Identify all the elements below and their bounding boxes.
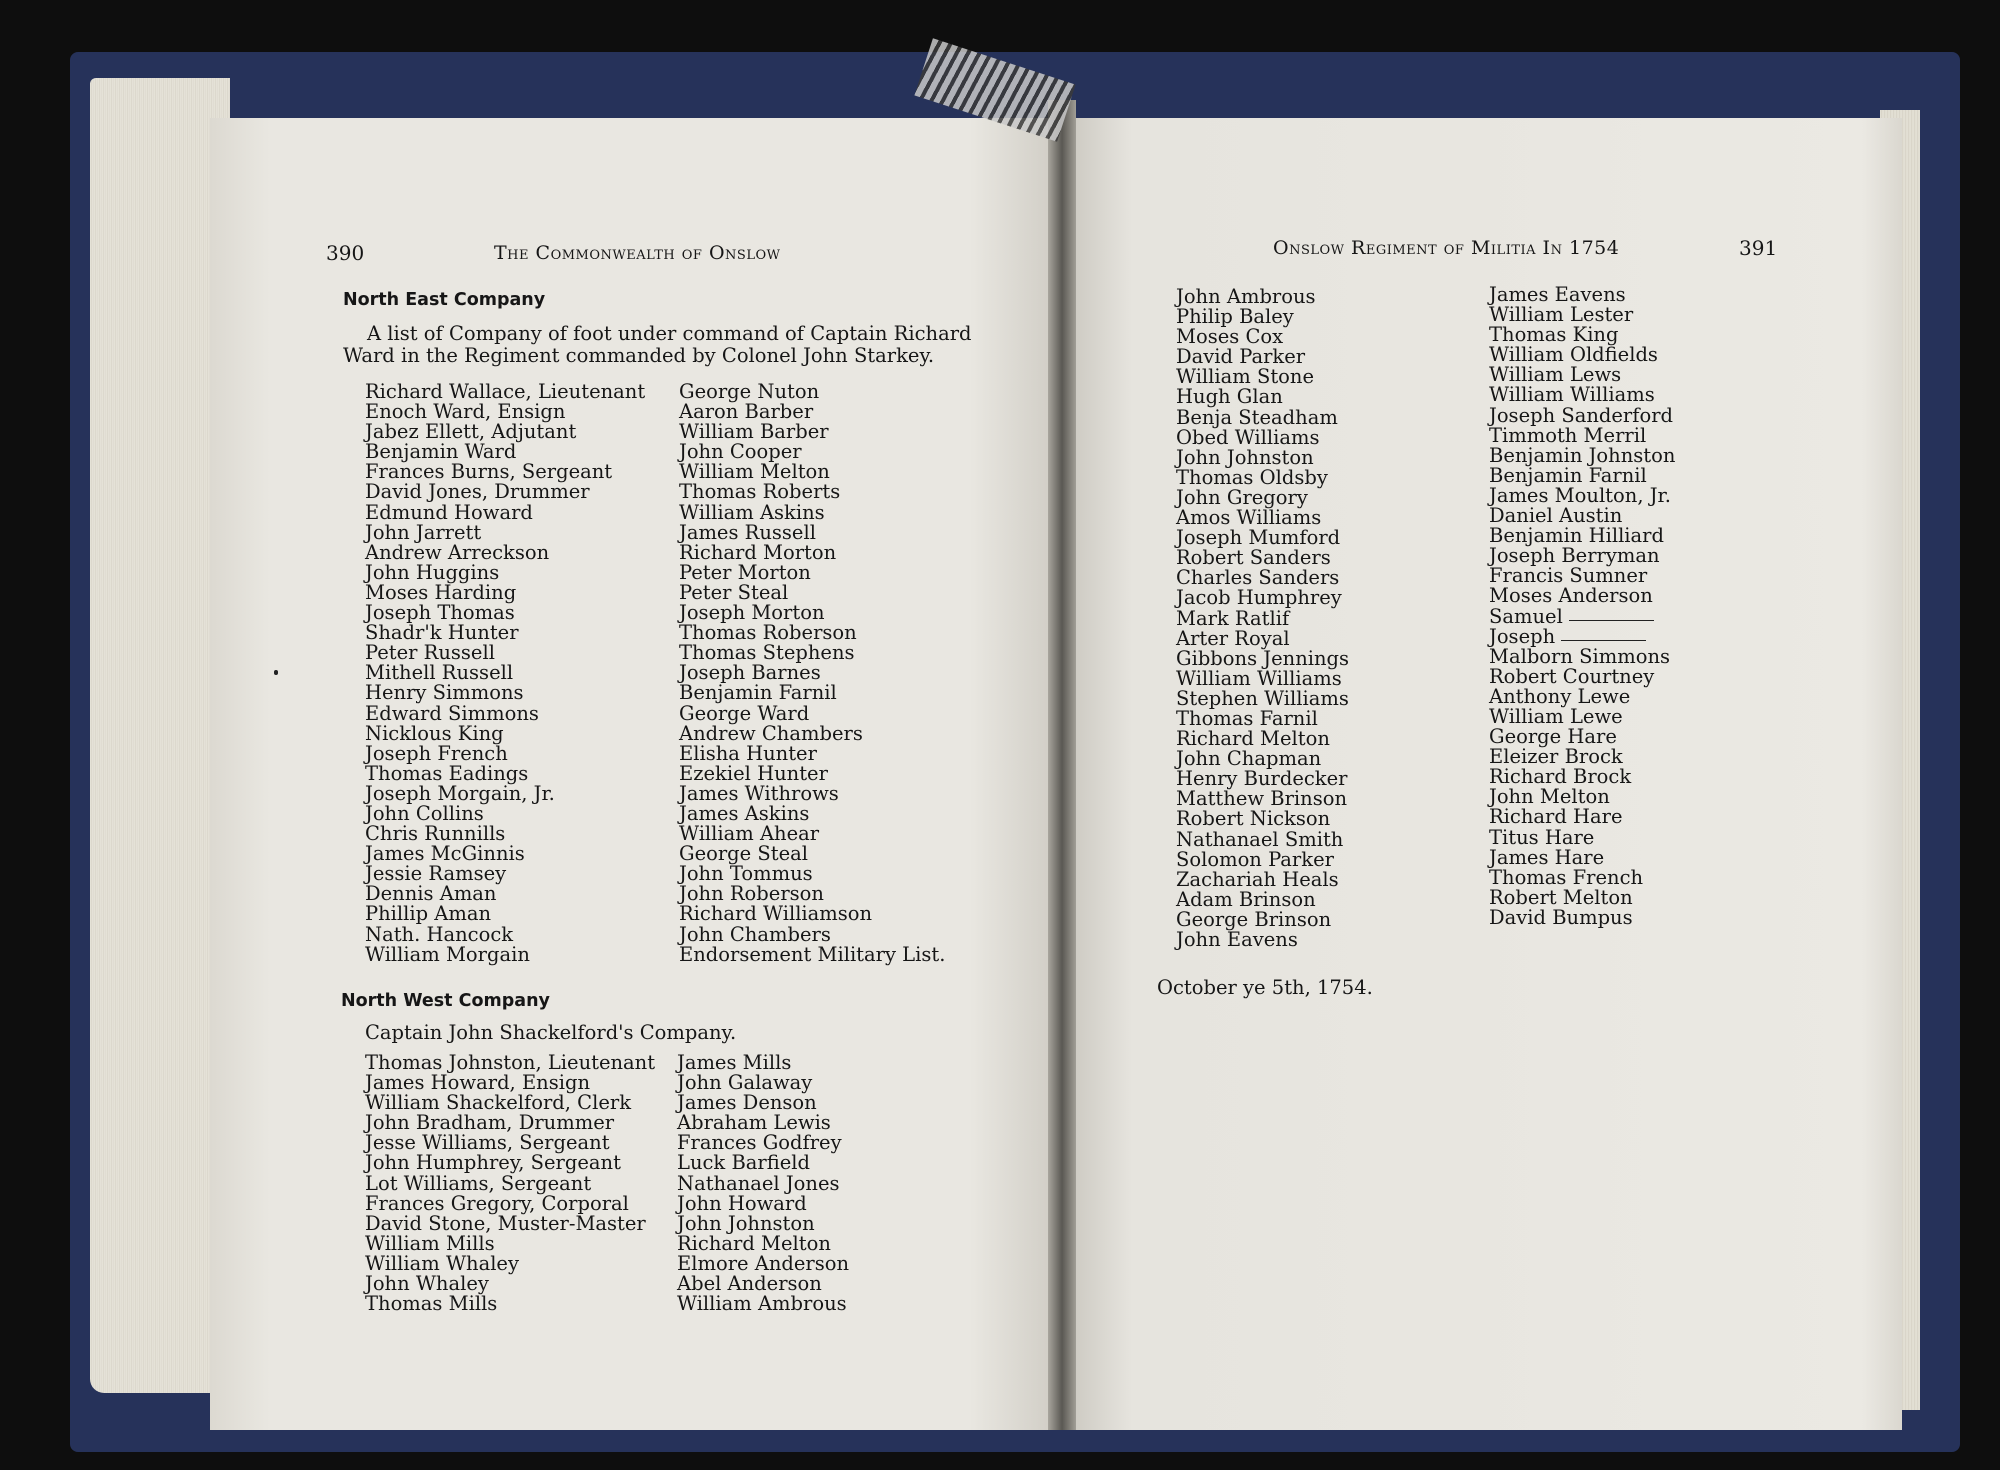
- roster-name: Richard Wallace, Lieutenant: [365, 380, 646, 403]
- roster-name: Andrew Chambers: [679, 721, 863, 745]
- book-gutter: [1048, 100, 1076, 1430]
- roster-name: Luck Barfield: [677, 1151, 810, 1175]
- roster-name: Matthew Brinson: [1176, 787, 1348, 811]
- roster-name: Joseph French: [365, 741, 508, 765]
- roster-name: Thomas Stephens: [679, 641, 855, 665]
- roster-name: Abraham Lewis: [677, 1111, 831, 1135]
- roster-name: Jesse Williams, Sergeant: [365, 1131, 610, 1155]
- roster-name: Titus Hare: [1489, 825, 1595, 849]
- north-west-column-1: [365, 1053, 655, 1314]
- roster-name: John Tommus: [679, 862, 813, 886]
- roster-name: Thomas Farnil: [1176, 706, 1318, 730]
- roster-name: George Steal: [679, 842, 808, 866]
- roster-name: Robert Melton: [1489, 885, 1633, 909]
- roster-name: James Eavens: [1489, 283, 1626, 306]
- roster-name: John Jarrett: [365, 520, 482, 544]
- blank-line: [1569, 620, 1654, 621]
- roster-name: Timmoth Merril: [1489, 423, 1647, 447]
- roster-name: Richard Melton: [1176, 727, 1330, 751]
- roster-name: Phillip Aman: [365, 902, 492, 926]
- north-east-intro-1: A list of Company of foot under command of Captain Richard: [367, 322, 972, 345]
- roster-name: Benjamin Hilliard: [1489, 524, 1664, 548]
- roster-name: Peter Morton: [679, 560, 811, 584]
- roster-name: William Ahear: [679, 822, 820, 846]
- roster-name: Benjamin Farnil: [679, 681, 837, 705]
- roster-name: Solomon Parker: [1176, 847, 1334, 871]
- roster-name: William Lews: [1489, 363, 1622, 387]
- roster-name: Hugh Glan: [1176, 385, 1283, 409]
- roster-name: James Moulton, Jr.: [1489, 483, 1671, 507]
- roster-name: Robert Nickson: [1176, 807, 1331, 831]
- left-running-head: The Commonwealth of Onslow: [494, 242, 781, 264]
- roster-name: Aaron Barber: [679, 400, 814, 424]
- roster-name: John Johnston: [1176, 445, 1314, 469]
- roster-name: David Bumpus: [1489, 905, 1633, 929]
- roster-name: Peter Steal: [679, 580, 789, 604]
- roster-name: Daniel Austin: [1489, 504, 1623, 528]
- roster-name: Thomas King: [1489, 323, 1619, 347]
- roster-name: Ezekiel Hunter: [679, 761, 828, 785]
- roster-name: Edward Simmons: [365, 701, 539, 725]
- roster-name: Joseph Morton: [679, 601, 825, 625]
- roster-name: William Stone: [1176, 365, 1314, 389]
- roster-name: William Melton: [679, 460, 830, 484]
- roster-name: Elisha Hunter: [679, 741, 817, 765]
- page-edges-left: [90, 78, 230, 1393]
- north-east-intro-2: Ward in the Regiment commanded by Colonel John Starkey.: [343, 344, 935, 367]
- roster-name: John Eavens: [1176, 928, 1298, 951]
- roster-name: David Stone, Muster-Master: [365, 1211, 646, 1235]
- right-column-2: [1489, 285, 1675, 928]
- roster-name: Arter Royal: [1176, 626, 1290, 650]
- north-east-column-1: [365, 382, 645, 965]
- roster-name: Frances Burns, Sergeant: [365, 460, 613, 484]
- roster-name: George Brinson: [1176, 907, 1332, 931]
- roster-name: Joseph Barnes: [679, 661, 821, 685]
- roster-name: Joseph: [1489, 627, 1675, 647]
- roster-name: John Chapman: [1176, 747, 1322, 771]
- roster-name: Mithell Russell: [365, 661, 514, 685]
- roster-name: John Gregory: [1176, 485, 1308, 509]
- left-page-number: 390: [326, 241, 365, 265]
- blank-line: [1561, 640, 1646, 641]
- roster-name: Richard Hare: [1489, 805, 1623, 829]
- right-page-number: 391: [1739, 236, 1778, 260]
- roster-name: James McGinnis: [365, 842, 525, 866]
- roster-name: Obed Williams: [1176, 425, 1320, 449]
- roster-name: Benjamin Johnston: [1489, 443, 1676, 467]
- roster-name: Philip Baley: [1176, 305, 1294, 329]
- roster-name: Nicklous King: [365, 721, 504, 745]
- roster-name: Jabez Ellett, Adjutant: [365, 420, 577, 444]
- roster-name: James Withrows: [679, 781, 839, 805]
- roster-name: Shadr'k Hunter: [365, 621, 519, 645]
- roster-name: John Chambers: [679, 922, 831, 946]
- roster-name: Dennis Aman: [365, 882, 497, 906]
- right-column-1: [1176, 287, 1349, 950]
- roster-name: Gibbons Jennings: [1176, 646, 1350, 670]
- roster-name: William Barber: [679, 420, 829, 444]
- roster-name: Francis Sumner: [1489, 564, 1648, 588]
- roster-name: Peter Russell: [365, 641, 495, 665]
- roster-name: Eleizer Brock: [1489, 745, 1623, 769]
- roster-name: Benjamin Ward: [365, 440, 517, 464]
- roster-name: John Collins: [365, 801, 484, 825]
- roster-name: Thomas French: [1489, 865, 1644, 889]
- roster-name: William Williams: [1176, 666, 1342, 690]
- roster-name: James Denson: [677, 1091, 817, 1115]
- roster-name: Robert Courtney: [1489, 664, 1655, 688]
- roster-name: Moses Anderson: [1489, 584, 1653, 608]
- roster-name: Jessie Ramsey: [365, 862, 507, 886]
- roster-name: David Parker: [1176, 345, 1306, 369]
- roster-name: Richard Williamson: [679, 902, 873, 926]
- roster-name: Thomas Oldsby: [1176, 465, 1328, 489]
- roster-name: Chris Runnills: [365, 822, 506, 846]
- right-running-head: Onslow Regiment of Militia In 1754: [1273, 237, 1620, 259]
- north-west-intro: Captain John Shackelford's Company.: [365, 1021, 737, 1044]
- roster-name: John Galaway: [677, 1071, 813, 1095]
- roster-name: Thomas Johnston, Lieutenant: [365, 1051, 656, 1074]
- roster-name: Enoch Ward, Ensign: [365, 400, 566, 424]
- roster-name: William Shackelford, Clerk: [365, 1091, 632, 1115]
- roster-name: Joseph Berryman: [1489, 544, 1660, 568]
- roster-name: John Ambrous: [1176, 285, 1316, 308]
- roster-name: Nathanael Smith: [1176, 827, 1344, 851]
- roster-name: Jacob Humphrey: [1176, 586, 1342, 610]
- roster-name: William Ambrous: [677, 1292, 847, 1316]
- roster-name: Zachariah Heals: [1176, 867, 1339, 891]
- roster-name: William Williams: [1489, 383, 1655, 407]
- roster-name: John Roberson: [679, 882, 824, 906]
- north-east-heading: North East Company: [343, 290, 546, 310]
- roster-name: Charles Sanders: [1176, 566, 1340, 590]
- roster-name: Thomas Roberson: [679, 621, 857, 645]
- roster-name: Joseph Sanderford: [1489, 403, 1673, 427]
- roster-name: John Humphrey, Sergeant: [365, 1151, 621, 1175]
- roster-name: Amos Williams: [1176, 506, 1322, 530]
- roster-name: James Hare: [1489, 845, 1605, 869]
- roster-name: George Nuton: [679, 380, 820, 403]
- roster-name: John Johnston: [677, 1211, 815, 1235]
- roster-name: Andrew Arreckson: [365, 540, 550, 564]
- roster-name: Stephen Williams: [1176, 686, 1349, 710]
- roster-name: Benjamin Farnil: [1489, 463, 1647, 487]
- roster-name: Joseph Morgain, Jr.: [365, 781, 555, 805]
- roster-name: Benja Steadham: [1176, 405, 1338, 429]
- roster-name: Frances Godfrey: [677, 1131, 842, 1155]
- roster-name: James Mills: [677, 1051, 792, 1074]
- roster-name: Moses Cox: [1176, 325, 1284, 349]
- roster-name: George Hare: [1489, 725, 1617, 749]
- roster-name: Elmore Anderson: [677, 1251, 850, 1275]
- roster-name: Adam Brinson: [1176, 887, 1316, 911]
- roster-name: John Whaley: [365, 1272, 489, 1296]
- roster-name: William Oldfields: [1489, 343, 1658, 367]
- roster-name: Joseph Thomas: [365, 601, 515, 625]
- roster-name: James Russell: [679, 520, 816, 544]
- north-west-heading: North West Company: [341, 991, 550, 1011]
- roster-name: William Whaley: [365, 1251, 519, 1275]
- roster-name: Nathanael Jones: [677, 1171, 840, 1195]
- roster-name: Thomas Roberts: [679, 480, 841, 504]
- roster-name: John Melton: [1489, 785, 1610, 809]
- roster-name: Thomas Eadings: [365, 761, 529, 785]
- roster-name: Moses Harding: [365, 580, 517, 604]
- roster-name: Abel Anderson: [677, 1272, 822, 1296]
- roster-name: James Howard, Ensign: [365, 1071, 591, 1095]
- roster-name: Endorsement Military List.: [679, 942, 946, 966]
- north-east-column-2: [679, 382, 945, 965]
- date-line: October ye 5th, 1754.: [1157, 976, 1373, 999]
- roster-name: George Ward: [679, 701, 810, 725]
- roster-name: Thomas Mills: [365, 1292, 498, 1316]
- roster-name: Nath. Hancock: [365, 922, 514, 946]
- roster-name: Anthony Lewe: [1489, 684, 1631, 708]
- roster-name: John Howard: [677, 1191, 807, 1215]
- roster-name: John Bradham, Drummer: [365, 1111, 615, 1135]
- north-west-column-2: [677, 1053, 849, 1314]
- roster-name: Samuel: [1489, 607, 1675, 627]
- roster-name: Robert Sanders: [1176, 546, 1331, 570]
- roster-name: William Morgain: [365, 942, 530, 966]
- roster-name: Henry Simmons: [365, 681, 524, 705]
- roster-name: William Lester: [1489, 303, 1634, 327]
- roster-name: Lot Williams, Sergeant: [365, 1171, 592, 1195]
- roster-name: Henry Burdecker: [1176, 767, 1348, 791]
- roster-name: James Askins: [679, 801, 810, 825]
- roster-name: Edmund Howard: [365, 500, 533, 524]
- roster-name: Richard Brock: [1489, 765, 1632, 789]
- roster-name: William Lewe: [1489, 704, 1623, 728]
- roster-name: Malborn Simmons: [1489, 644, 1671, 668]
- roster-name: William Mills: [365, 1231, 495, 1255]
- roster-name: Frances Gregory, Corporal: [365, 1191, 629, 1215]
- roster-name: John Huggins: [365, 560, 500, 584]
- roster-name: John Cooper: [679, 440, 802, 464]
- roster-name: David Jones, Drummer: [365, 480, 590, 504]
- roster-name: Joseph Mumford: [1176, 526, 1341, 550]
- roster-name: Mark Ratlif: [1176, 606, 1290, 630]
- roster-name: Richard Morton: [679, 540, 837, 564]
- roster-name: Richard Melton: [677, 1231, 831, 1255]
- stray-mark: [274, 670, 278, 675]
- roster-name: William Askins: [679, 500, 825, 524]
